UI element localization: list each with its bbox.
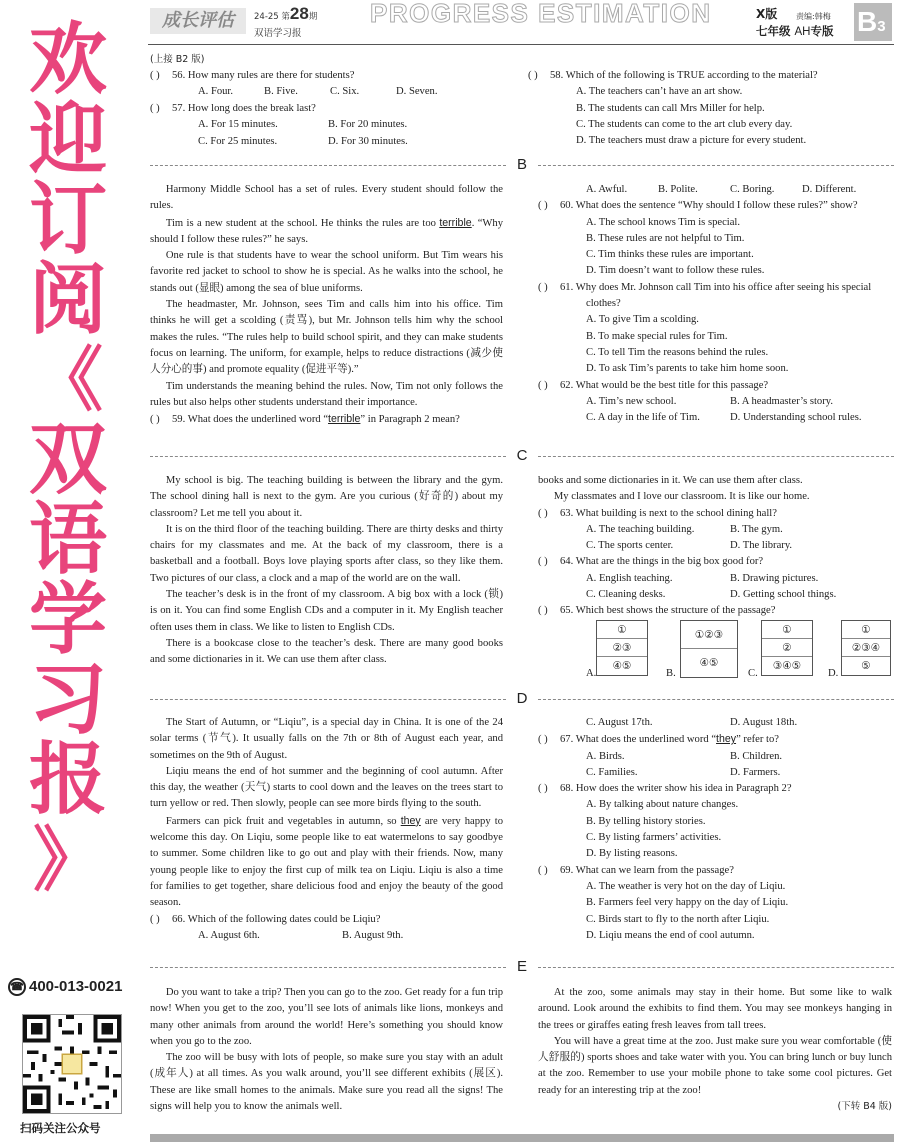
slogan-char: 《 <box>33 339 103 421</box>
paragraph: Tim understands the meaning behind the rules. Now, Tim not only follows the rules but also helps other students understand their importance. <box>150 380 503 408</box>
option: A. Tim’s new school. <box>586 395 677 407</box>
option: C. Boring. <box>730 184 775 195</box>
slogan-char: 》 <box>33 819 103 901</box>
column-logo: 成长评估 <box>150 8 246 34</box>
underlined-word: terrible <box>328 413 361 426</box>
question-text: 59. What does the underlined word “ <box>172 414 329 426</box>
diagram-option-b[interactable] <box>666 620 746 682</box>
question-text: 67. What does the underlined word “ <box>560 734 717 746</box>
passage-e-left <box>150 985 503 1115</box>
question-59 <box>150 411 503 428</box>
diagram-option-a[interactable] <box>586 620 656 682</box>
diagram-cell: ① <box>597 621 647 639</box>
diagram-letter: C. <box>748 667 758 679</box>
section-divider-e <box>150 958 894 976</box>
diagram-letter: B. <box>666 667 676 679</box>
underlined-word: they <box>716 733 737 746</box>
answer-blank[interactable]: ( ) <box>538 783 548 795</box>
section-letter: B <box>516 156 527 173</box>
answer-blank[interactable]: ( ) <box>538 734 548 746</box>
option: D. To ask Tim’s parents to take him home soon. <box>586 363 789 375</box>
paragraph <box>150 215 503 249</box>
slogan-char: 学 <box>28 575 107 665</box>
option: A. For 15 minutes. <box>198 119 278 131</box>
questions-b <box>538 182 896 426</box>
passage-d <box>150 715 503 944</box>
progress-estimation-watermark: PROGRESS ESTIMATION <box>370 0 712 28</box>
slogan-char: 双 <box>28 415 107 505</box>
paragraph: At the zoo, some animals may stay in their home. But some like to walk around. Look around the exhibits to find them. You may see monkeys hanging in the trees or giraffes eating fresh leaves from tall trees. <box>538 987 892 1031</box>
q59-options <box>538 182 896 198</box>
passage-c-continued <box>538 473 896 620</box>
question-text: ” refer to? <box>736 734 779 746</box>
question-text: 56. How many rules are there for students? <box>172 70 355 81</box>
qr-code[interactable] <box>22 1014 122 1114</box>
option: D. By listing reasons. <box>586 848 678 860</box>
option: B. August 9th. <box>342 929 404 941</box>
option: A. By talking about nature changes. <box>586 799 739 811</box>
page-number-badge <box>854 3 892 41</box>
structure-diagrams <box>586 620 896 682</box>
issue-suffix: 期 <box>308 12 318 22</box>
option: D. Tim doesn’t want to follow these rules. <box>586 265 765 277</box>
paragraph-text: Tim is a new student at the school. He thinks the rules are too <box>165 217 436 229</box>
paragraph: You will have a great time at the zoo. Just make sure you wear comfortable (使人舒服的) sports shoes and take water with you. You can bring lunch or buy lunch at the zoo. Remember to use your mobile phone to take some cool pictures. Get ready for an interesting trip at the zoo! <box>538 1035 892 1096</box>
option: C. For 25 minutes. <box>198 135 278 147</box>
diagram-cell: ④⑤ <box>612 660 632 672</box>
option: B. To make special rules for Tim. <box>586 330 728 342</box>
question-69 <box>538 863 896 944</box>
diagram-cell: ③④⑤ <box>772 660 802 672</box>
question-text: 66. Which of the following dates could be Liqiu? <box>172 913 381 925</box>
option: B. Drawing pictures. <box>730 572 819 584</box>
paragraph: There is a bookcase close to the teacher’s desk. There are many good books and some dictionaries in it. We can use them after class. <box>150 637 503 666</box>
page-letter: B <box>857 6 878 37</box>
question-text: 63. What building is next to the school dining hall? <box>560 507 777 519</box>
underlined-word: terrible <box>439 216 472 229</box>
question-text: 61. Why does Mr. Johnson call Tim into his office after seeing his special clothes? <box>560 281 872 310</box>
question-57 <box>150 101 520 150</box>
edition-suffix: 专版 <box>810 24 834 38</box>
option: C. Families. <box>586 766 638 778</box>
question-text: 68. How does the writer show his idea in Paragraph 2? <box>560 783 792 795</box>
slogan-char: 阅 <box>28 255 107 345</box>
issue-value: 28 <box>289 4 309 23</box>
diagram-cell: ①②③ <box>681 621 737 649</box>
option: B. The gym. <box>730 523 783 535</box>
question-text: 58. Which of the following is TRUE according to the material? <box>550 70 818 81</box>
option: D. Understanding school rules. <box>730 412 862 424</box>
question-text: 69. What can we learn from the passage? <box>560 864 734 876</box>
diagram-cell: ② <box>762 639 812 657</box>
diagram-cell: ① <box>762 621 812 639</box>
option: B. A headmaster’s story. <box>730 395 833 407</box>
option: D. Farmers. <box>730 766 781 778</box>
paragraph-text: . “Why should I follow these rules?” he says. <box>150 217 503 245</box>
option: A. August 6th. <box>198 929 260 941</box>
diagram-cell: ②③④ <box>842 639 890 657</box>
passage-e-right <box>538 985 892 1115</box>
version-label: X版 <box>756 7 778 21</box>
slogan-char: 欢 <box>28 15 107 105</box>
option: B. Farmers feel very happy on the day of Liqiu. <box>586 897 789 909</box>
edition-code: AH <box>794 26 811 38</box>
diagram-letter: A. <box>586 667 597 679</box>
paragraph: Do you want to take a trip? Then you can go to the zoo. Get ready for a fun trip now! When you get to the zoo, you’ll see lots of animals like lions, monkeys and many other animals from around the world! Here’s something you should know when you go to the zoo. <box>150 987 503 1047</box>
question-66 <box>150 912 503 945</box>
option: A. Awful. <box>586 184 628 195</box>
diagram-cell: ②③ <box>597 639 647 657</box>
paragraph: My school is big. The teaching building is between the library and the gym. The school dining hall is next to the gym. Are you curious (好奇的) about my classroom? Let me tell you about it. <box>150 475 503 519</box>
section-letter: E <box>516 958 527 975</box>
question-text: 65. Which best shows the structure of the passage? <box>560 605 776 617</box>
section-divider-b <box>150 156 894 174</box>
question-text: 57. How long does the break last? <box>172 103 316 114</box>
qr-label: 扫码关注公众号 <box>20 1121 101 1135</box>
diagram-cell: ⑤ <box>861 660 871 672</box>
option: C. Six. <box>330 86 360 98</box>
passage-c <box>150 473 503 666</box>
question-65 <box>538 603 896 619</box>
paragraph: My classmates and I love our classroom. It is like our home. <box>553 491 810 503</box>
slogan-char: 订 <box>28 175 107 265</box>
question-56 <box>150 68 520 101</box>
option: D. Seven. <box>396 86 438 98</box>
question-63 <box>538 506 896 555</box>
option: A. The teaching building. <box>586 523 695 535</box>
option: C. The sports center. <box>586 540 674 552</box>
diagram-cell: ① <box>842 621 890 639</box>
subscribe-slogan <box>18 15 118 901</box>
option: B. By telling history stories. <box>586 815 706 827</box>
option: C. To tell Tim the reasons behind the rules. <box>586 346 769 358</box>
answer-blank[interactable]: ( ) <box>538 281 548 293</box>
paragraph: The Start of Autumn, or “Liqiu”, is a special day in China. It is one of the 24 solar terms (节气). It usually falls on the 7th or 8th of August each year, and sometimes on the 9th of August. <box>150 717 503 761</box>
option: A. To give Tim a scolding. <box>586 314 699 326</box>
paragraph: The teacher’s desk is in the front of my classroom. A big box with a lock (锁) is on it. You can find some English CDs and a computer in it. My English teacher often uses them in class. We like to listen to English CDs. <box>150 589 503 633</box>
paragraph: Liqiu means the end of hot summer and the beginning of cool autumn. After this day, the weather (天气) starts to cool down and the leaves on the trees start to turn yellow or red. Then slowly, people can see more birds flying to the south. <box>150 765 503 810</box>
option: B. The students can call Mrs Miller for help. <box>576 102 765 114</box>
header-divider <box>148 44 894 45</box>
diagram-option-c[interactable] <box>748 620 820 682</box>
option: C. Tim thinks these rules are important. <box>586 249 754 261</box>
answer-blank[interactable]: ( ) <box>528 70 538 81</box>
slogan-char: 迎 <box>28 95 107 185</box>
paragraph-text: are very happy to welcome this day. On Liqiu, some people like to eat watermelons to say goodbye to summer. Some children like to go out and play with their friends. Now, many young people like to enjoy the first cup of milk tea on Liqiu. Liqiu is also a time for families to get together, share delicious food and enjoy the beauty of the good season. <box>150 815 503 909</box>
option: B. Children. <box>730 750 783 762</box>
paragraph: It is on the third floor of the teaching building. There are thirty desks and thirty chairs for my classmates and me. At the back of my classroom, there is a basketball and a football. Boys love playing sports after class, so they like them. Two pictures of our class, a clock and a map of the world are on the wall. <box>150 523 503 584</box>
option: C. Birds start to fly to the north after Liqiu. <box>586 913 770 925</box>
option: D. Different. <box>802 184 857 195</box>
question-text: 60. What does the sentence “Why should I follow these rules?” show? <box>560 200 858 212</box>
page-num: 3 <box>877 18 886 35</box>
diagram-letter: D. <box>828 667 839 679</box>
answer-blank[interactable]: ( ) <box>538 605 548 617</box>
option: B. Polite. <box>658 184 698 195</box>
phone-icon: ☎ <box>8 978 26 996</box>
section-letter: D <box>516 690 528 707</box>
continued-to-note: (下转 B4 版) <box>837 1101 892 1113</box>
section-divider-c <box>150 447 894 465</box>
answer-blank[interactable]: ( ) <box>538 556 548 568</box>
option: D. For 30 minutes. <box>328 135 408 147</box>
paragraph-text: Farmers can pick fruit and vegetables in autumn, so <box>165 815 397 827</box>
diagram-option-d[interactable] <box>828 620 894 682</box>
option: A. Four. <box>198 86 234 98</box>
paragraph <box>150 813 503 912</box>
option: C. August 17th. <box>586 717 653 728</box>
answer-blank[interactable]: ( ) <box>150 103 160 114</box>
option: C. Cleaning desks. <box>586 589 666 601</box>
question-58 <box>528 68 894 149</box>
option: D. The library. <box>730 540 793 552</box>
option: A. English teaching. <box>586 572 673 584</box>
option: C. The students can come to the art club every day. <box>576 118 793 130</box>
issue-prefix: 24-25 第 <box>254 12 290 22</box>
slogan-char: 语 <box>28 495 107 585</box>
question-text: 64. What are the things in the big box good for? <box>560 556 764 568</box>
question-68 <box>538 781 896 862</box>
option: D. Liqiu means the end of cool autumn. <box>586 929 755 941</box>
option: C. A day in the life of Tim. <box>586 412 700 424</box>
option: D. August 18th. <box>730 717 798 728</box>
option: A. Birds. <box>586 750 625 762</box>
option: A. The weather is very hot on the day of Liqiu. <box>586 880 786 892</box>
phone-text: 400-013-0021 <box>29 977 123 995</box>
questions-d <box>538 715 896 944</box>
paragraph: The zoo will be busy with lots of people, so make sure you stay with an adult (成年人) at all times. As you walk around, you’ll see different exhibits (展区). These are like small homes to the animals. Make sure you read all the signs! The signs will help you to know the animals well. <box>150 1052 503 1113</box>
option: A. The school knows Tim is special. <box>586 216 741 228</box>
question-text: ” in Paragraph 2 mean? <box>360 414 460 426</box>
passage-b <box>150 182 503 428</box>
paper-name: 双语学习报 <box>254 28 302 39</box>
continued-from-note: (上接 B2 版) <box>150 54 205 65</box>
slogan-char: 报 <box>28 735 107 825</box>
answer-blank[interactable]: ( ) <box>538 379 548 391</box>
section-divider-d <box>150 690 894 708</box>
answer-blank[interactable]: ( ) <box>538 864 548 876</box>
answer-blank[interactable]: ( ) <box>538 200 548 212</box>
paragraph: The headmaster, Mr. Johnson, sees Tim and calls him into his office. Tim thinks he will get a scolding (责骂), but Mr. Johnson tells him why the school makes the rules. “The rules help to build school spirit, and they can make students focus on learning. The uniform, for example, helps to reduce distractions (减少使人分心的事) and promote equality (促进平等).” <box>150 299 503 376</box>
bottom-bar <box>150 1134 894 1142</box>
answer-blank[interactable]: ( ) <box>150 70 160 81</box>
diagram-cell: ④⑤ <box>699 657 719 669</box>
question-60 <box>538 198 896 279</box>
phone-number <box>8 978 122 996</box>
page-header <box>148 0 894 41</box>
sidebar <box>0 0 140 1146</box>
issue-number <box>254 4 334 23</box>
option: C. By listing farmers’ activities. <box>586 832 722 844</box>
question-67 <box>538 731 896 781</box>
answer-blank[interactable]: ( ) <box>538 507 548 519</box>
paragraph-continued: books and some dictionaries in it. We can use them after class. <box>538 475 803 486</box>
editor-label: 责编:韩梅 <box>796 12 831 21</box>
question-64 <box>538 554 896 603</box>
paragraph: Harmony Middle School has a set of rules. Every student should follow the rules. <box>150 184 503 212</box>
option: B. These rules are not helpful to Tim. <box>586 232 745 244</box>
underlined-word: they <box>400 814 421 827</box>
grade-edition <box>756 23 834 40</box>
paragraph: One rule is that students have to wear the school uniform. But Tim wears his favorite red jacket to school to show he is special. As he walks into the school, he stands out (显眼) among the sea of blue uniforms. <box>150 250 503 294</box>
grade-label: 七年级 <box>756 24 791 38</box>
question-61 <box>538 280 896 378</box>
option: B. Five. <box>264 86 298 98</box>
question-text: 62. What would be the best title for this passage? <box>560 379 769 391</box>
section-letter: C <box>516 447 528 464</box>
answer-blank[interactable]: ( ) <box>150 913 160 925</box>
option: D. The teachers must draw a picture for every student. <box>576 135 807 147</box>
option: D. Getting school things. <box>730 589 837 601</box>
slogan-char: 习 <box>28 655 107 745</box>
option: A. The teachers can’t have an art show. <box>576 86 743 98</box>
question-62 <box>538 378 896 427</box>
option: B. For 20 minutes. <box>328 119 408 131</box>
answer-blank[interactable]: ( ) <box>150 414 160 426</box>
